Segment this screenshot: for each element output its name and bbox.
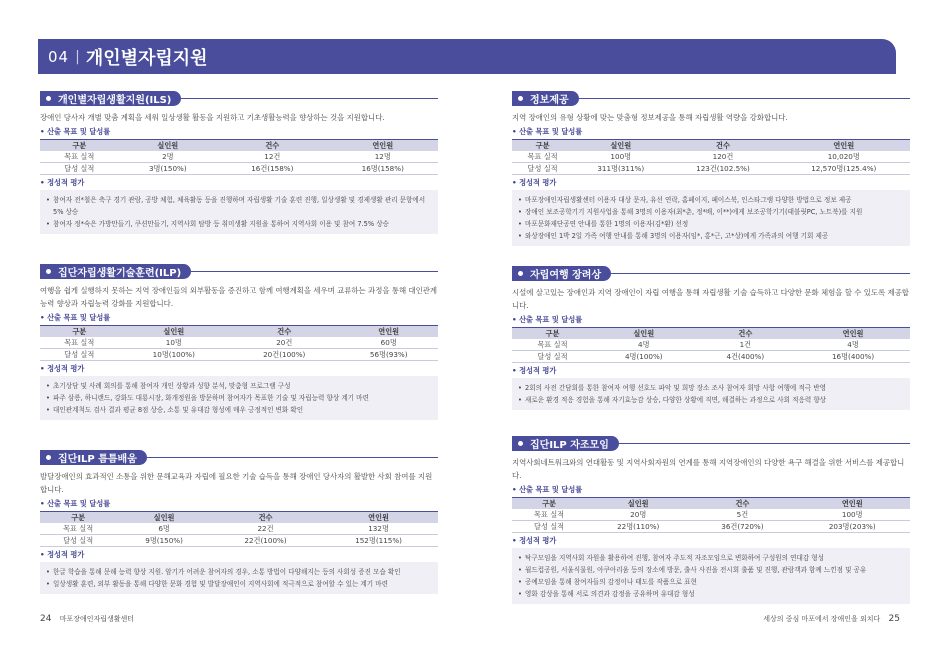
table-header-cell: 실인원 — [573, 140, 668, 152]
evaluation-item: • 초기상담 및 사례 회의를 통해 참여자 개인 상황과 성향 분석, 맞춤형 프로그램 구성 — [46, 380, 432, 392]
chapter-title: 개인별자립지원 — [85, 47, 208, 69]
section-header — [40, 90, 438, 107]
table-cell: 5건 — [690, 509, 794, 521]
bullet-dot-icon — [516, 439, 525, 448]
chapter-number: 04 — [48, 47, 70, 66]
results-table — [512, 327, 910, 363]
table-row — [512, 521, 910, 533]
evaluation-list — [512, 378, 910, 410]
table-row — [512, 151, 910, 163]
table-cell: 4건(400%) — [695, 351, 797, 363]
table-header-cell: 구분 — [40, 512, 116, 524]
section-title: 자립여행 장려상 — [530, 270, 602, 281]
section-divider — [147, 457, 438, 458]
table-cell: 16명(158%) — [328, 163, 438, 175]
table-cell: 목표 실적 — [512, 339, 593, 351]
section — [512, 265, 910, 410]
table-row — [40, 349, 438, 361]
table-cell: 목표 실적 — [40, 151, 119, 163]
section-description: 장애인 당사자 개별 맞춤 계획을 세워 일상생활 활동을 지원하고 기초생활능력을 향상하는 것을 지원합니다. — [40, 113, 385, 122]
results-table — [512, 497, 910, 533]
evaluation-list — [40, 376, 438, 420]
section-description: 시설에 살고있는 장애인과 지역 장애인이 자립 여행을 통해 자립생활 기술 습득하고 다양한 문화 체험을 할 수 있도록 제공합니다. — [512, 288, 909, 310]
section-header — [40, 449, 438, 466]
table-header-cell: 구분 — [512, 328, 593, 340]
section-description: 지역 장애인의 유형 상황에 맞는 맞춤형 정보제공을 통해 자립생활 역량을 강화합니다. — [512, 113, 788, 122]
chapter-banner — [38, 39, 896, 74]
evaluation-item: • 탁구모임을 지역사회 자원을 활용하여 진행, 참여자 주도적 자조모임으로 변화하여 구성원의 연대감 형성 — [518, 552, 904, 564]
table-header-cell: 실인원 — [119, 326, 229, 338]
table-header-cell: 구분 — [512, 140, 573, 152]
table-cell: 16건(158%) — [217, 163, 327, 175]
bullet-dot-icon — [516, 269, 525, 278]
quality-label: • 정성적 평가 — [512, 178, 557, 187]
table-cell: 152명(115%) — [319, 535, 438, 547]
section-header — [512, 90, 910, 107]
table-cell: 132명 — [319, 523, 438, 535]
evaluation-item: • 와상장애인 1박 2일 가족 여행 안내를 통해 3명의 이용자(임*, 홍*근, 고*상)에게 가족과의 여행 기회 제공 — [518, 230, 904, 242]
table-row — [512, 339, 910, 351]
evaluation-item: • 새로운 환경 적응 경험을 통해 자기효능감 상승, 다양한 상황에 직면, 해결하는 과정으로 사회 적응력 향상 — [518, 394, 904, 406]
section-title-pill — [512, 266, 611, 281]
table-header-cell: 건수 — [690, 498, 794, 510]
table-row — [40, 151, 438, 163]
table-header-cell: 연인원 — [778, 140, 910, 152]
quality-label: • 정성적 평가 — [40, 178, 85, 187]
evaluation-item: • 영화 감상을 통해 서로 의견과 감정을 공유하며 유대감 형성 — [518, 588, 904, 600]
footer-org-name: 마포장애인자립생활센터 — [59, 615, 135, 623]
bullet-dot-icon — [44, 267, 53, 276]
section — [40, 263, 438, 420]
quality-label: • 정성적 평가 — [40, 550, 85, 559]
table-row — [512, 351, 910, 363]
section — [512, 90, 910, 246]
footer-left — [40, 614, 134, 624]
section-divider — [619, 443, 910, 444]
table-cell: 목표 실적 — [40, 337, 119, 349]
footer-right — [763, 614, 900, 624]
table-header-row — [40, 140, 438, 152]
section-title-pill — [40, 91, 181, 106]
table-row — [40, 535, 438, 547]
table-cell: 목표 실적 — [512, 509, 586, 521]
table-cell: 20건(100%) — [229, 349, 339, 361]
evaluation-item: • 마포장애인자립생활센터 이용자 대상 문자, 유선 연락, 홈페이지, 페이스북, 인스타그램 다양한 방법으로 정보 제공 — [518, 194, 904, 206]
evaluation-item: • 파주 삼릉, 하니랜드, 강화도 대룡시장, 화개정원을 방문하며 참여자가 목표한 기술 및 자립능력 향상 계기 마련 — [46, 392, 432, 404]
table-cell: 100명 — [573, 151, 668, 163]
table-cell: 12건 — [217, 151, 327, 163]
table-header-cell: 건수 — [212, 512, 319, 524]
target-label: • 산출 목표 및 달성률 — [512, 127, 583, 136]
table-cell: 60명 — [339, 337, 438, 349]
section-divider — [611, 273, 910, 274]
section-header — [512, 435, 910, 452]
table-header-cell: 구분 — [512, 498, 586, 510]
results-table — [40, 139, 438, 175]
table-cell: 22건 — [212, 523, 319, 535]
table-header-cell: 건수 — [668, 140, 777, 152]
section — [40, 90, 438, 234]
quality-label: • 정성적 평가 — [512, 366, 557, 375]
target-label: • 산출 목표 및 달성률 — [512, 315, 583, 324]
evaluation-item: • 장애인 보조공학기기 지원사업을 통해 3명의 이용자(최*춘, 정*배, 이**)에게 보조공학기기(태블릿PC, 노트북)를 지원 — [518, 206, 904, 218]
table-cell: 311명(311%) — [573, 163, 668, 175]
section-description: 지역사회네트워크와의 연대활동 및 지역사회자원의 연계를 통해 지역장애인의 다양한 욕구 해결을 위한 서비스를 제공합니다. — [512, 458, 905, 480]
evaluation-item: • 대인관계척도 검사 결과 평균 8점 상승, 소통 및 유대감 형성에 매우 긍정적인 변화 확인 — [46, 404, 432, 416]
table-header-cell: 실인원 — [593, 328, 695, 340]
section-title: 집단자립생활기술훈련(ILP) — [58, 268, 182, 279]
results-table — [512, 139, 910, 175]
table-cell: 6명 — [116, 523, 212, 535]
table-cell: 22명(110%) — [586, 521, 690, 533]
quality-label: • 정성적 평가 — [40, 364, 85, 373]
table-cell: 달성 실적 — [512, 163, 573, 175]
table-cell: 100명 — [795, 509, 911, 521]
table-cell: 달성 실적 — [512, 521, 586, 533]
table-cell: 10,020명 — [778, 151, 910, 163]
evaluation-item: • 2회의 사전 간담회를 통한 참여자 여행 선호도 파악 및 희망 장소 조사 참여자 희망 사항 여행에 적극 반영 — [518, 382, 904, 394]
page-number-left: 24 — [40, 614, 52, 624]
section-title-pill — [512, 436, 619, 451]
section-description: 여행을 쉽게 실행하지 못하는 지역 장애인들의 외부활동을 증진하고 함께 여행계획을 세우며 교류하는 과정을 통해 대인관계능력 향상과 자립능력 강화를 지원합니다. — [40, 286, 438, 308]
table-cell: 20건 — [229, 337, 339, 349]
table-header-cell: 실인원 — [119, 140, 218, 152]
table-cell: 4명 — [593, 339, 695, 351]
table-header-cell: 실인원 — [586, 498, 690, 510]
table-cell: 20명 — [586, 509, 690, 521]
table-cell: 36건(720%) — [690, 521, 794, 533]
table-header-cell: 연인원 — [339, 326, 438, 338]
section-title-pill — [40, 450, 147, 465]
table-header-cell: 건수 — [229, 326, 339, 338]
target-label: • 산출 목표 및 달성률 — [40, 127, 111, 136]
section — [40, 449, 438, 594]
section-divider — [579, 98, 910, 99]
table-header-row — [512, 140, 910, 152]
section-title-pill — [512, 91, 579, 106]
table-cell: 203명(203%) — [795, 521, 911, 533]
chapter-separator: | — [75, 48, 80, 65]
table-cell: 10명 — [119, 337, 229, 349]
evaluation-item: • 한글 학습을 통해 문해 능력 향상 지원. 암기가 어려운 참여자의 경우, 소통 방법이 다양해지는 등의 사회성 증진 모습 확인 — [46, 566, 432, 578]
bullet-dot-icon — [516, 94, 525, 103]
evaluation-item: • 참여자 전*철은 축구 경기 관람, 공방 체험, 체육활동 등을 진행하며 자립생활 기술 훈련 진행, 일상생활 및 경제생활 관리 문항에서 5% 상승 — [46, 194, 432, 218]
section — [512, 435, 910, 604]
table-header-cell: 건수 — [217, 140, 327, 152]
section-description: 발달장애인의 효과적인 소통을 위한 문해교육과 자립에 필요한 기술 습득을 통해 장애인 당사자의 활발한 사회 참여를 지원합니다. — [40, 472, 433, 494]
table-header-cell: 구분 — [40, 326, 119, 338]
table-cell: 12명 — [328, 151, 438, 163]
results-table — [40, 511, 438, 547]
table-cell: 12,570명(125.4%) — [778, 163, 910, 175]
target-label: • 산출 목표 및 달성률 — [40, 313, 111, 322]
evaluation-list — [40, 190, 438, 234]
footer-slogan: 세상의 중심 마포에서 장애인을 외치다 — [763, 615, 881, 623]
table-cell: 달성 실적 — [40, 163, 119, 175]
table-header-cell: 실인원 — [116, 512, 212, 524]
target-label: • 산출 목표 및 달성률 — [40, 499, 111, 508]
table-cell: 10명(100%) — [119, 349, 229, 361]
page-number-right: 25 — [888, 614, 900, 624]
evaluation-item: • 공예모임을 통해 참여자들의 감정이나 태도를 작품으로 표현 — [518, 576, 904, 588]
table-header-cell: 연인원 — [328, 140, 438, 152]
section-divider — [191, 271, 438, 272]
table-header-cell: 구분 — [40, 140, 119, 152]
quality-label: • 정성적 평가 — [512, 536, 557, 545]
table-header-row — [512, 498, 910, 510]
table-header-row — [512, 328, 910, 340]
table-header-row — [40, 512, 438, 524]
evaluation-item: • 참여자 정*숙은 가방만들기, 쿠션만들기, 지역사회 탐방 등 취미생활 지원을 통하여 지역사회 이용 및 참여 7.5% 상승 — [46, 218, 432, 230]
table-cell: 달성 실적 — [512, 351, 593, 363]
table-cell: 달성 실적 — [40, 349, 119, 361]
section-title-pill — [40, 264, 191, 279]
table-cell: 123건(102.5%) — [668, 163, 777, 175]
table-cell: 16명(400%) — [796, 351, 910, 363]
table-row — [40, 523, 438, 535]
results-table — [40, 325, 438, 361]
table-cell: 2명 — [119, 151, 218, 163]
evaluation-list — [40, 562, 438, 594]
table-cell: 22건(100%) — [212, 535, 319, 547]
section-header — [512, 265, 910, 282]
table-cell: 4명 — [796, 339, 910, 351]
section-header — [40, 263, 438, 280]
table-header-cell: 연인원 — [795, 498, 911, 510]
evaluation-item: • 월드컵공원, 서울식물원, 아쿠아리움 등의 장소에 방문, 출사 사진을 전시회 출품 및 진행, 관람객과 함께 느낀점 및 공유 — [518, 564, 904, 576]
section-divider — [181, 98, 438, 99]
table-cell: 목표 실적 — [40, 523, 116, 535]
table-cell: 4명(100%) — [593, 351, 695, 363]
table-header-cell: 연인원 — [796, 328, 910, 340]
evaluation-item: • 마포문화재단공연 안내를 통한 1명의 이용자(김*환) 선정 — [518, 218, 904, 230]
table-header-cell: 건수 — [695, 328, 797, 340]
evaluation-list — [512, 548, 910, 604]
bullet-dot-icon — [44, 94, 53, 103]
table-cell: 3명(150%) — [119, 163, 218, 175]
table-row — [40, 337, 438, 349]
evaluation-list — [512, 190, 910, 246]
table-row — [40, 163, 438, 175]
evaluation-item: • 일상생활 훈련, 외부 활동을 통해 다양한 문화 경험 및 발달장애인이 지역사회에 적극적으로 참여할 수 있는 계기 마련 — [46, 578, 432, 590]
target-label: • 산출 목표 및 달성률 — [512, 485, 583, 494]
section-title: 집단ILP 틈틈배움 — [58, 454, 137, 465]
section-title: 개인별자립생활지원(ILS) — [58, 95, 172, 106]
table-cell: 56명(93%) — [339, 349, 438, 361]
section-title: 집단ILP 자조모임 — [530, 440, 609, 451]
table-cell: 달성 실적 — [40, 535, 116, 547]
table-header-cell: 연인원 — [319, 512, 438, 524]
bullet-dot-icon — [44, 453, 53, 462]
table-row — [512, 509, 910, 521]
table-cell: 1건 — [695, 339, 797, 351]
table-row — [512, 163, 910, 175]
table-header-row — [40, 326, 438, 338]
table-cell: 목표 실적 — [512, 151, 573, 163]
table-cell: 9명(150%) — [116, 535, 212, 547]
section-title: 정보제공 — [530, 95, 569, 106]
table-cell: 120건 — [668, 151, 777, 163]
